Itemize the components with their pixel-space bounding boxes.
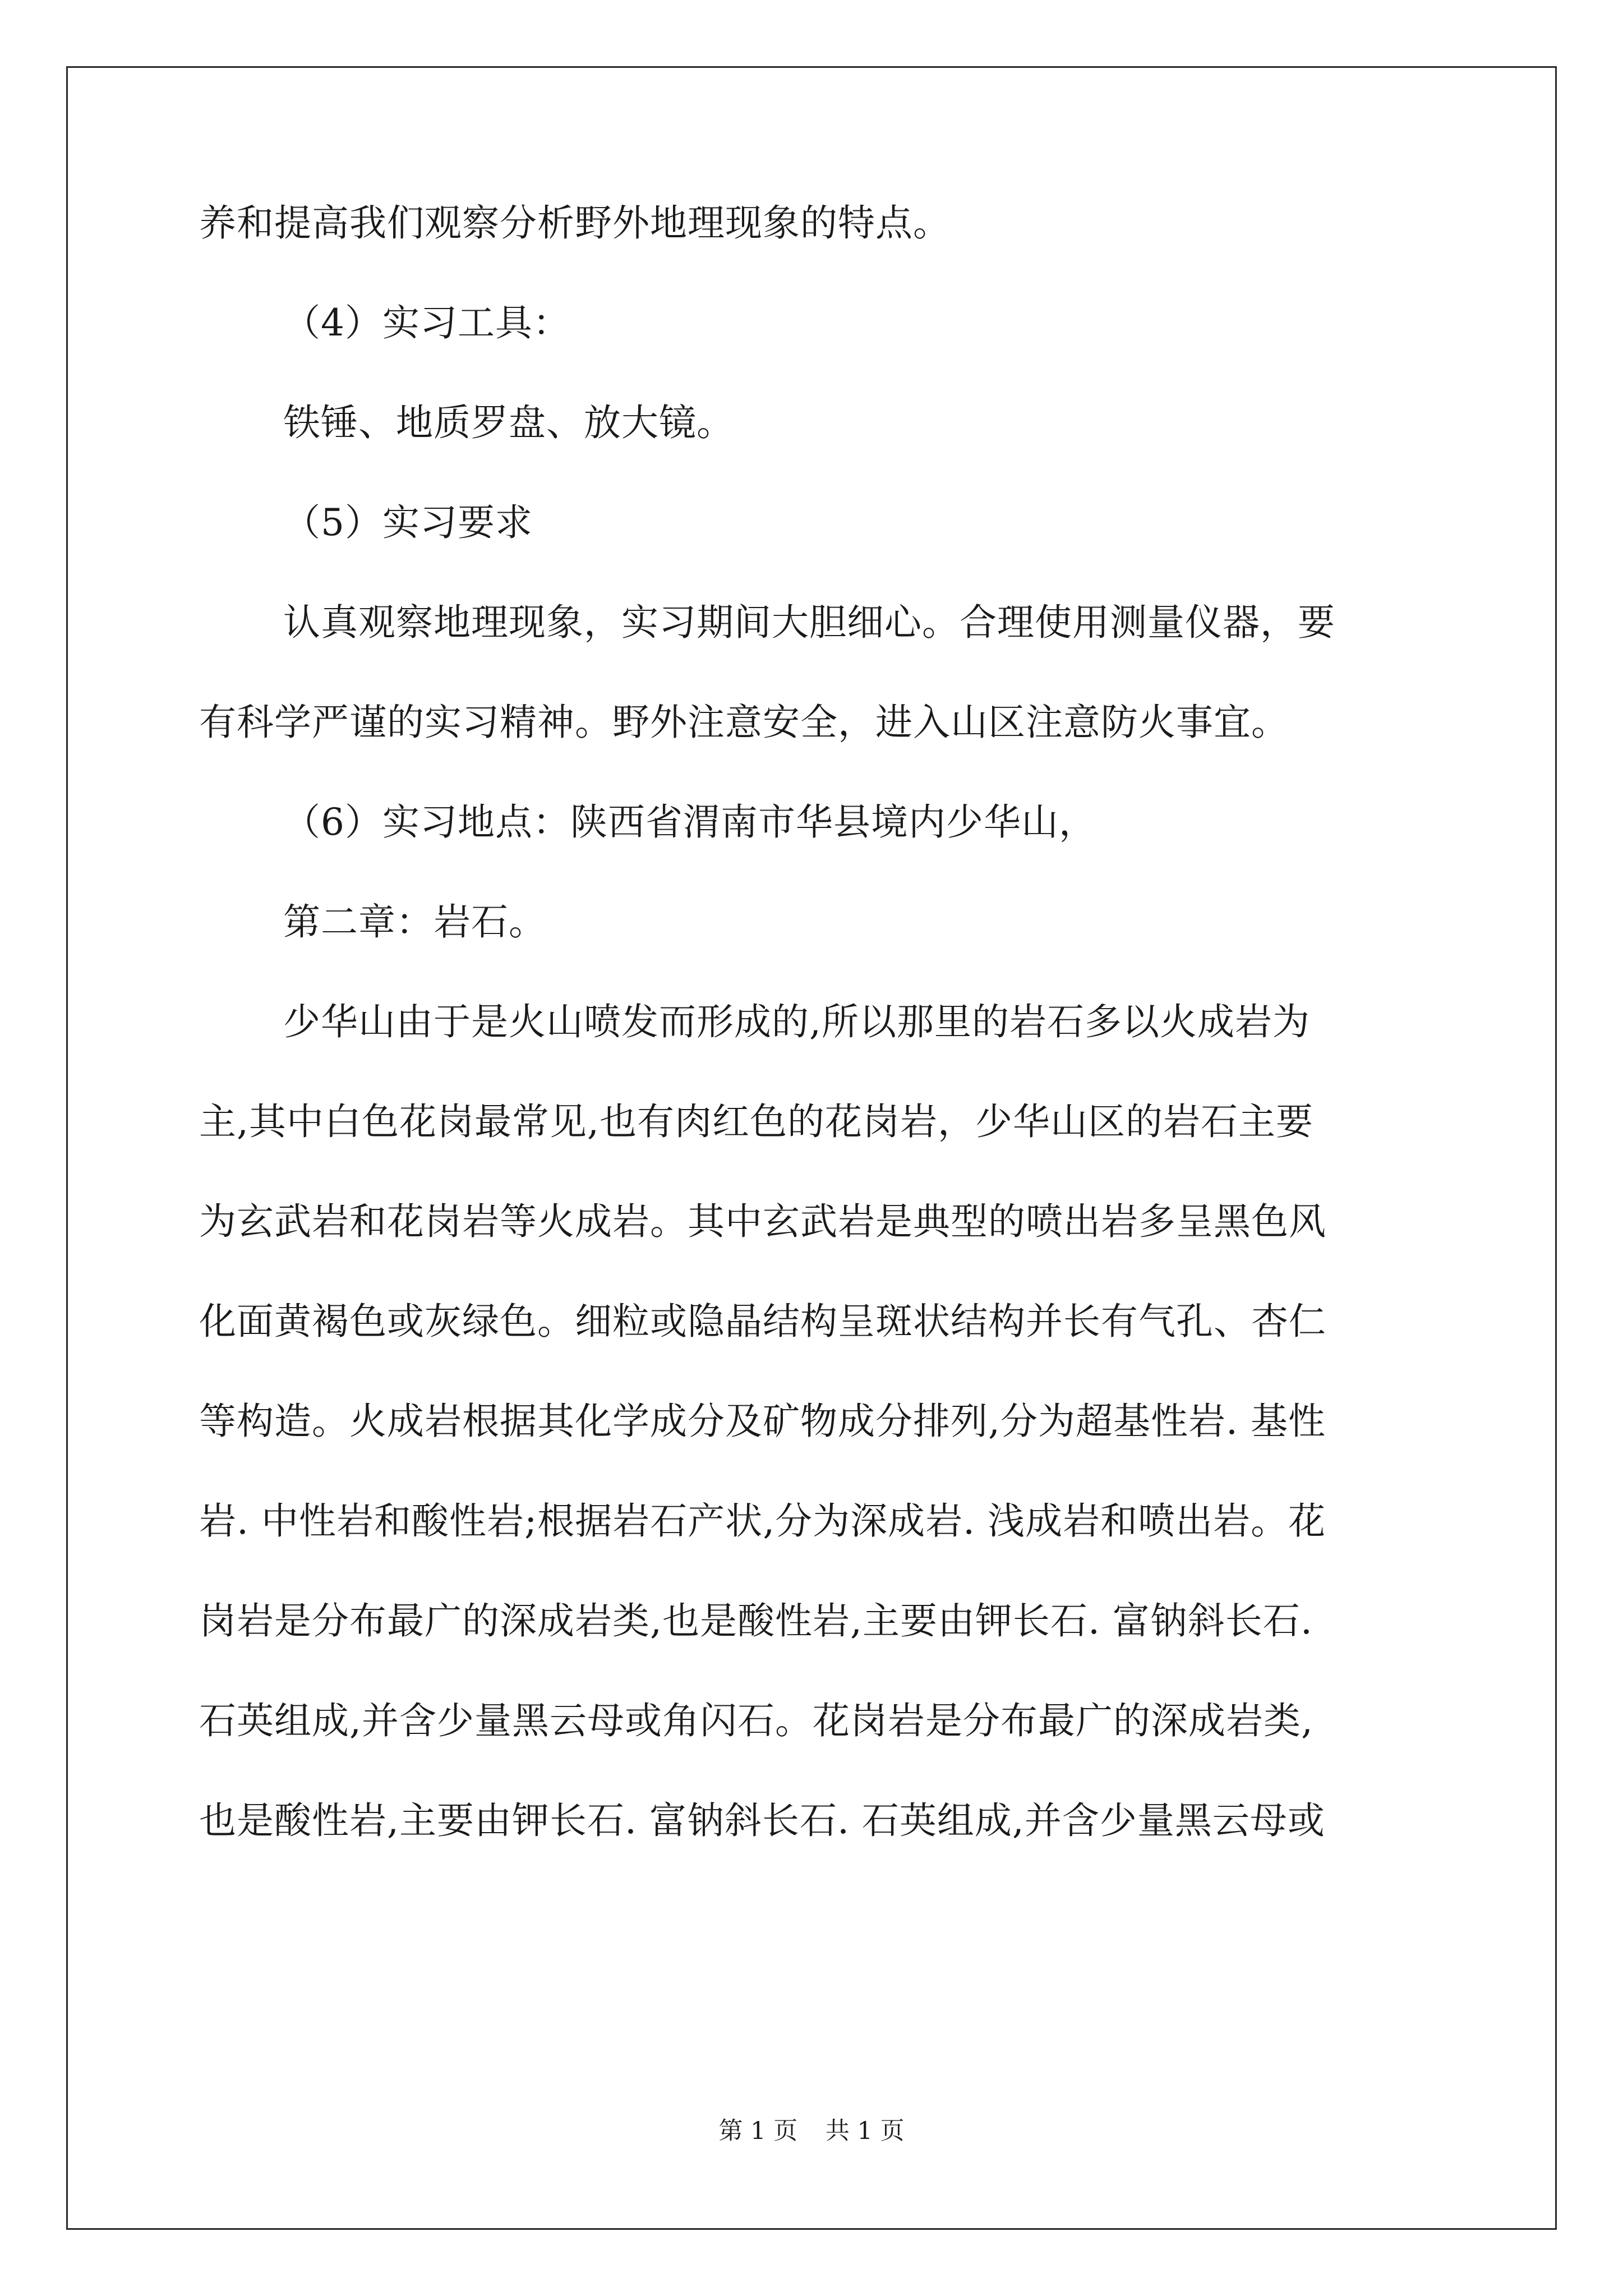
page-footer: [0, 2119, 1623, 2143]
text-line: 认真观察地理现象，实习期间大胆细心。合理使用测量仪器，要: [283, 601, 1335, 644]
text-line: 为玄武岩和花岗岩等火成岩。其中玄武岩是典型的喷出岩多呈黑色风: [199, 1200, 1326, 1243]
text-line: 岗岩是分布最广的深成岩类,也是酸性岩,主要由钾长石. 富钠斜长石.: [199, 1599, 1313, 1642]
text-line: 养和提高我们观察分析野外地理现象的特点。: [199, 201, 951, 245]
text-line: 主,其中白色花岗最常见,也有肉红色的花岗岩，少华山区的岩石主要: [199, 1100, 1313, 1143]
text-line: 化面黄褐色或灰绿色。细粒或隐晶结构呈斑状结构并长有气孔、杏仁: [199, 1300, 1326, 1343]
text-line: 也是酸性岩,主要由钾长石. 富钠斜长石. 石英组成,并含少量黑云母或: [199, 1799, 1325, 1842]
text-line: 等构造。火成岩根据其化学成分及矿物成分排列,分为超基性岩. 基性: [199, 1400, 1326, 1443]
text-line: 石英组成,并含少量黑云母或角闪石。花岗岩是分布最广的深成岩类,: [199, 1699, 1313, 1742]
section-heading: （5）实习要求: [283, 501, 533, 544]
text-line: 有科学严谨的实习精神。野外注意安全，进入山区注意防火事宜。: [199, 701, 1289, 744]
text-line: 少华山由于是火山喷发而形成的,所以那里的岩石多以火成岩为: [283, 1000, 1310, 1043]
page-border: [66, 66, 1557, 2230]
section-heading: （6）实习地点：陕西省渭南市华县境内少华山，: [283, 800, 1096, 844]
text-line: 岩. 中性岩和酸性岩;根据岩石产状,分为深成岩. 浅成岩和喷出岩。花: [199, 1499, 1326, 1543]
chapter-heading: 第二章：岩石。: [283, 900, 546, 944]
text-line: 铁锤、地质罗盘、放大镜。: [283, 401, 734, 444]
page-total: 共 1 页: [825, 2117, 905, 2145]
page-number: 第 1 页: [718, 2117, 798, 2145]
section-heading: （4）实习工具：: [283, 301, 570, 344]
